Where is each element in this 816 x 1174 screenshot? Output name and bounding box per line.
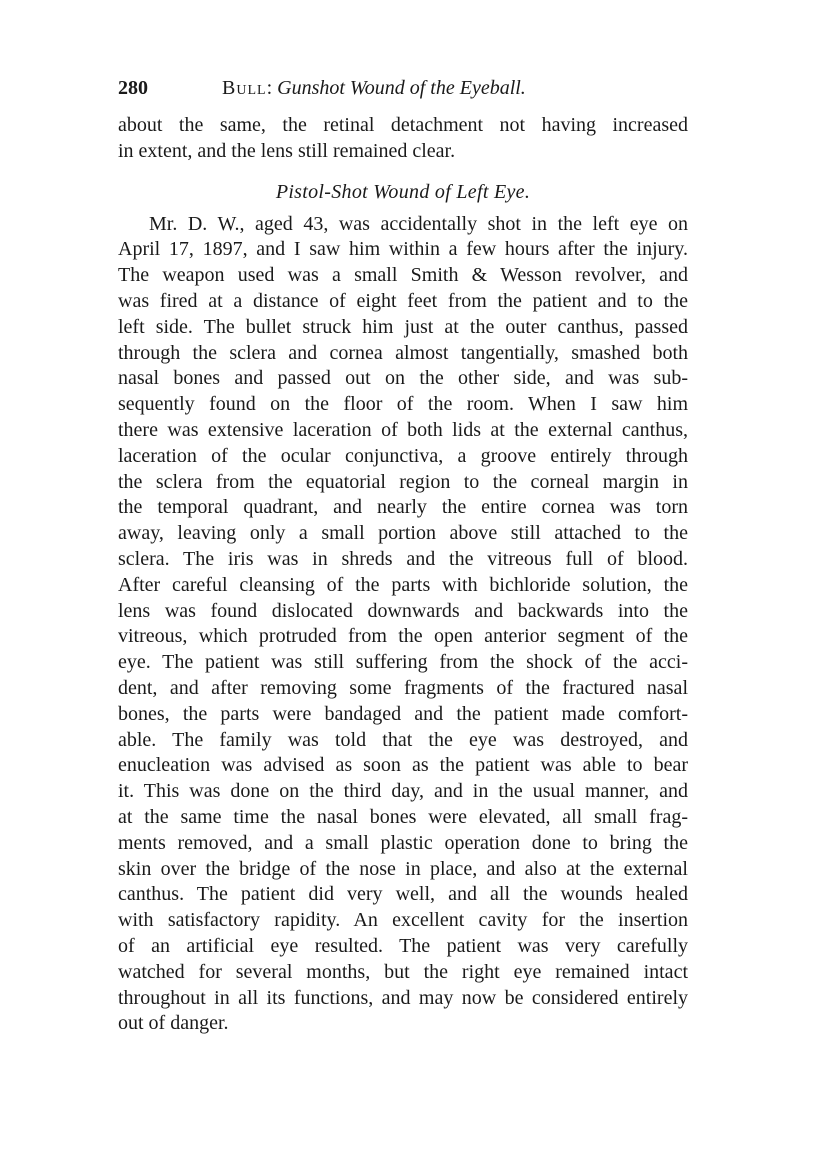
body-line: of an artificial eye resulted. The patient was very carefully	[118, 934, 688, 957]
body-line: watched for several months, but the right eye remained intact	[118, 960, 688, 983]
page-number: 280	[118, 77, 148, 99]
body-line: able. The family was told that the eye was destroyed, and	[118, 728, 688, 751]
body-line: throughout in all its functions, and may now be considered entirely	[118, 986, 688, 1009]
body-line: away, leaving only a small portion above still attached to the	[118, 522, 688, 545]
body-line: ments removed, and a small plastic operation done to bring the	[118, 831, 688, 854]
body-line: the temporal quadrant, and nearly the entire cornea was torn	[118, 496, 688, 519]
body-line: eye. The patient was still suffering from the shock of the acci-	[118, 651, 688, 674]
body-line: nasal bones and passed out on the other side, and was sub-	[118, 367, 688, 390]
author-name: Bull	[222, 77, 267, 99]
body-line: at the same time the nasal bones were elevated, all small frag-	[118, 805, 688, 828]
article-title: Gunshot Wound of the Eyeball.	[277, 77, 526, 99]
body-line: was fired at a distance of eight feet from the patient and to the	[118, 289, 688, 312]
body-line: dent, and after removing some fragments of the fractured nasal	[118, 676, 688, 699]
body-line: laceration of the ocular conjunctiva, a groove entirely through	[118, 444, 688, 467]
body-line: enucleation was advised as soon as the patient was able to bear	[118, 754, 688, 777]
body-line: Mr. D. W., aged 43, was accidentally shot in the left eye on	[149, 212, 688, 235]
body-line: sclera. The iris was in shreds and the vitreous full of blood.	[118, 547, 688, 570]
body-line: it. This was done on the third day, and in the usual manner, and	[118, 780, 688, 803]
body-line: the sclera from the equatorial region to the corneal margin in	[118, 470, 688, 493]
running-header	[118, 72, 698, 104]
body-line: After careful cleansing of the parts with bichloride solution, the	[118, 573, 688, 596]
body-line: skin over the bridge of the nose in place, and also at the external	[118, 857, 688, 880]
body-line: left side. The bullet struck him just at the outer canthus, passed	[118, 315, 688, 338]
body-line: April 17, 1897, and I saw him within a few hours after the injury.	[118, 238, 688, 261]
continuation-line: in extent, and the lens still remained clear.	[118, 139, 456, 162]
body-line: canthus. The patient did very well, and all the wounds healed	[118, 883, 688, 906]
case-paragraph	[118, 212, 688, 1038]
text-body	[118, 113, 688, 1037]
body-line: vitreous, which protruded from the open anterior segment of the	[118, 625, 688, 648]
body-line: lens was found dislocated downwards and backwards into the	[118, 599, 688, 622]
running-head	[222, 72, 526, 104]
body-line: The weapon used was a small Smith & Wesson revolver, and	[118, 264, 688, 287]
body-line: out of danger.	[118, 1012, 229, 1035]
continuation-line: about the same, the retinal detachment not having increased	[118, 114, 688, 136]
body-line: there was extensive laceration of both lids at the external canthus,	[118, 418, 688, 441]
header-separator: :	[266, 77, 273, 99]
body-line: bones, the parts were bandaged and the patient made comfort-	[118, 702, 688, 725]
body-line: sequently found on the floor of the room. When I saw him	[118, 393, 688, 416]
body-line: through the sclera and cornea almost tangentially, smashed both	[118, 341, 688, 364]
body-line: with satisfactory rapidity. An excellent cavity for the insertion	[118, 909, 688, 932]
section-heading: Pistol-Shot Wound of Left Eye.	[275, 180, 531, 203]
